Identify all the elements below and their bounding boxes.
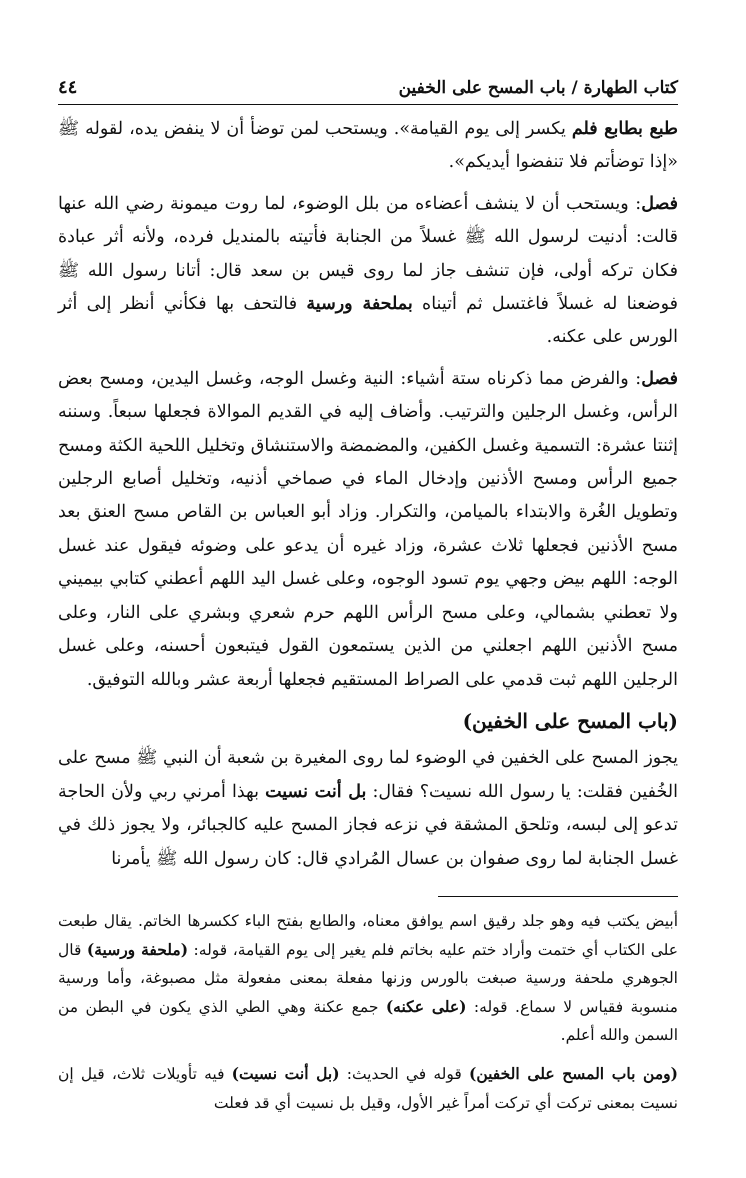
paragraph-1 xyxy=(58,113,678,180)
bold-phrase: طبع بطابع فلم xyxy=(571,119,678,139)
footnote-term: (بل أنت نسيت) xyxy=(231,1063,340,1083)
paragraph-2 xyxy=(58,188,678,355)
chapter-title: (باب المسح على الخفين) xyxy=(462,708,678,733)
paragraph-text: يجوز المسح على الخفين في الوضوء لما روى المغيرة بن شعبة أن النبي ﷺ مسح على الخُفين فقلت: يا رسول الله نسيت؟ فقال: xyxy=(58,748,678,802)
footnote-term: (ومن باب المسح على الخفين) xyxy=(469,1063,678,1083)
page-number: ٤٤ xyxy=(58,77,78,98)
footnote-text: جمع عكنة وهي الطي الذي يكون في البطن من السمن والله أعلم. xyxy=(58,997,678,1045)
paragraph-text: فالتحف بها فكأني أنظر إلى أثر الورس على عكنه. xyxy=(58,294,678,348)
paragraph-text: : والفرض مما ذكرناه ستة أشياء: النية وغسل الوجه، وغسل اليدين، ومسح بعض الرأس، وغسل الرجلين والترتيب. وأضاف إليه في القديم الموالاة فجعلها سبعاً. وسننه إثنتا عشرة: التسمية وغسل الكفين، والمضمضة والاستنشاق وتخليل اللحية الكثة ومسح جميع الرأس ومسح الأذنين وإدخال الماء في صماخي أذنيه، وتخليل أصابع الرجلين وتطويل الغُرة والابتداء بالميامن، والتكرار. وزاد أبو العباس بن القاص مسح العنق بعد مسح الأذنين فجعلها ثلاث عشرة، وزاد غيره أن يدعو على وضوئه فيقول عند غسل الوجه: اللهم بيض وجهي يوم تسود الوجوه، وعلى غسل اليد اللهم أعطني كتابي بيميني ولا تعطني بشمالي، وعلى مسح الرأس اللهم حرم شعري وبشري على النار، وعلى مسح الأذنين اللهم اجعلني من الذين يستمعون القول فيتبعون أحسنه، وعلى غسل الرجلين اللهم ثبت قدمي على الصراط المستقيم فجعلها أربعة عشر وبالله التوفيق. xyxy=(58,368,678,690)
paragraph-text: يكسر إلى يوم القيامة». ويستحب لمن توضأ أن لا ينفض يده، لقوله ﷺ «إذا توضأتم فلا تنفضوا أيديكم». xyxy=(58,119,678,173)
footnote-divider xyxy=(438,896,678,897)
bold-phrase: بل أنت نسيت xyxy=(265,781,367,802)
footnotes xyxy=(58,907,678,1117)
footnote-term: (ملحفة ورسية) xyxy=(86,939,189,959)
footnote-text: أبيض يكتب فيه وهو جلد رقيق اسم يوافق معناه، والطابع بفتح الباء ككسرها الخاتم. يقال طبعت على الكتاب أي ختمت وأراد ختم عليه بخاتم فلم يغير إلى يوم القيامة، قوله: xyxy=(58,911,678,959)
main-text xyxy=(58,113,678,876)
footnote-1 xyxy=(58,907,678,1050)
page-header xyxy=(58,70,678,105)
running-title: كتاب الطهارة / باب المسح على الخفين xyxy=(398,78,678,98)
book-page xyxy=(58,70,678,1127)
footnote-text: قال الجوهري ملحفة ورسية صبغت بالورس وزنها مفعلة بمعنى مفعولة مثل مصبوغة، وأما ورسية منسوبة فقياس لا سماع. قوله: xyxy=(58,940,678,1016)
section-marker: فصل xyxy=(641,193,678,214)
paragraph-text: بهذا أمرني ربي ولأن الحاجة تدعو إلى لبسه، وتلحق المشقة في نزعه فجاز المسح عليه كالجبائر، ولا يجوز ذلك في غسل الجنابة لما روى صفوان بن عسال المُرادي قال: كان رسول الله ﷺ يأمرنا xyxy=(58,781,678,869)
paragraph-text: : ويستحب أن لا ينشف أعضاءه من بلل الوضوء، لما روت ميمونة رضي الله عنها قالت: أدنيت لرسول الله ﷺ غسلاً من الجنابة فأتيته بالمنديل فرده، ولأنه أثر عبادة فكان تركه أولى، فإن تنشف جاز لما روى قيس بن سعد قال: أتانا رسول الله ﷺ فوضعنا له غسلاً فاغتسل ثم أتيناه xyxy=(58,193,678,315)
paragraph-4 xyxy=(58,742,678,876)
section-marker: فصل xyxy=(641,368,678,389)
footnote-2 xyxy=(58,1060,678,1117)
bold-phrase: بملحفة ورسية xyxy=(306,294,413,315)
paragraph-3 xyxy=(58,363,678,697)
footnote-text: فيه تأويلات ثلاث، قيل إن نسيت بمعنى تركت أي تركت أمراً غير الأول، وقيل بل نسيت أي قد فعلت xyxy=(58,1064,678,1112)
footnote-text: قوله في الحديث: xyxy=(339,1064,469,1083)
footnote-term: (على عكنه) xyxy=(385,996,467,1016)
